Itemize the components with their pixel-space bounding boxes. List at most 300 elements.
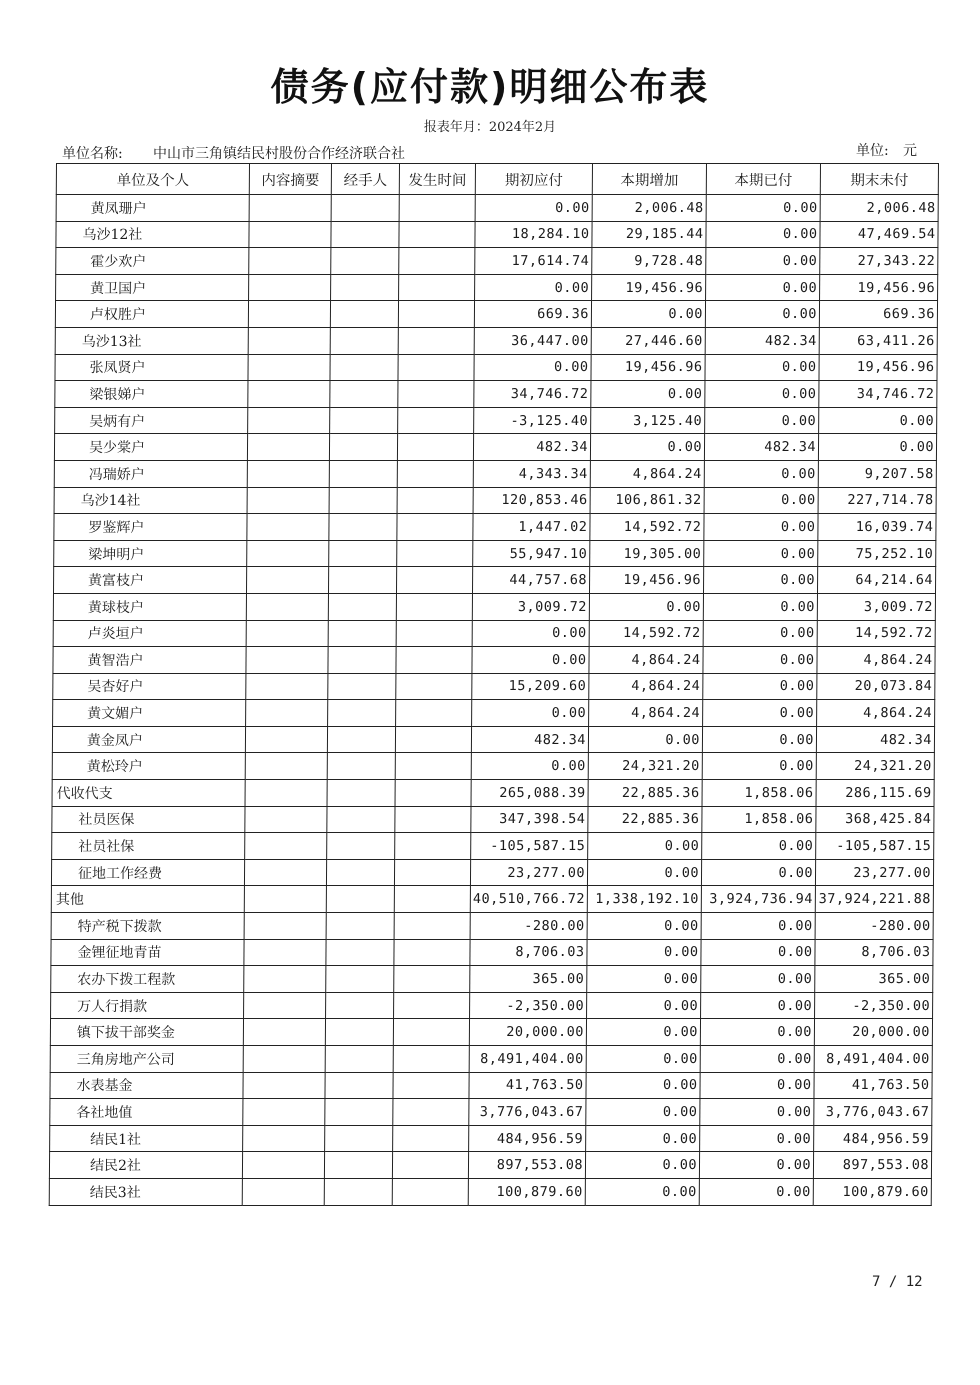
- cell-paid: 0.00: [701, 939, 815, 966]
- cell-increase: 29,185.44: [592, 221, 706, 248]
- cell-opening: 482.34: [473, 434, 590, 461]
- cell-handler: [327, 833, 395, 860]
- table-row: [53, 620, 935, 647]
- cell-paid: 0.00: [700, 1019, 814, 1046]
- cell-opening: 44,757.68: [472, 567, 589, 594]
- cell-summary: [246, 567, 328, 594]
- cell-entity: 乌沙12社: [56, 221, 249, 248]
- cell-increase: 4,864.24: [589, 673, 703, 700]
- cell-closing: 23,277.00: [815, 859, 933, 886]
- cell-date: [398, 381, 474, 408]
- cell-summary: [244, 859, 326, 886]
- cell-paid: 0.00: [706, 195, 820, 222]
- cell-closing: 24,321.20: [816, 753, 934, 780]
- cell-handler: [328, 593, 396, 620]
- cell-entity: 特产税下拨款: [51, 913, 244, 940]
- col-header-opening: 期初应付: [475, 164, 592, 195]
- cell-opening: 3,009.72: [472, 593, 589, 620]
- table-row: [55, 381, 937, 408]
- cell-date: [394, 939, 470, 966]
- cell-closing: 37,924,221.88: [815, 886, 933, 913]
- currency-unit-label: 单位:: [856, 143, 889, 159]
- cell-handler: [325, 1072, 393, 1099]
- cell-increase: 0.00: [591, 301, 705, 328]
- cell-handler: [326, 966, 394, 993]
- cell-date: [396, 593, 472, 620]
- cell-increase: 14,592.72: [589, 620, 703, 647]
- cell-entity: 社员医保: [52, 806, 245, 833]
- cell-entity: 霍少欢户: [56, 248, 249, 275]
- table-row: [55, 301, 937, 328]
- cell-date: [398, 301, 474, 328]
- cell-paid: 482.34: [704, 434, 818, 461]
- cell-entity: 结民1社: [50, 1125, 243, 1152]
- cell-handler: [327, 806, 395, 833]
- cell-handler: [324, 1178, 392, 1205]
- cell-summary: [248, 381, 330, 408]
- cell-date: [399, 274, 475, 301]
- cell-opening: 365.00: [470, 966, 587, 993]
- table-row: [55, 407, 937, 434]
- page-number: 7 / 12: [872, 1274, 923, 1290]
- cell-handler: [327, 726, 395, 753]
- cell-entity: 黄金凤户: [52, 726, 245, 753]
- cell-summary: [243, 1099, 325, 1126]
- cell-opening: 15,209.60: [472, 673, 589, 700]
- cell-closing: 286,115.69: [816, 780, 934, 807]
- cell-paid: 0.00: [700, 1099, 814, 1126]
- col-header-entity: 单位及个人: [56, 164, 249, 195]
- cell-paid: 0.00: [706, 274, 820, 301]
- cell-increase: 19,456.96: [589, 567, 703, 594]
- cell-paid: 1,858.06: [702, 780, 816, 807]
- cell-opening: 34,746.72: [474, 381, 591, 408]
- cell-closing: 41,763.50: [814, 1072, 932, 1099]
- table-row: [54, 514, 936, 541]
- cell-date: [395, 780, 471, 807]
- cell-handler: [331, 221, 399, 248]
- col-header-date: 发生时间: [399, 164, 475, 195]
- cell-summary: [243, 1019, 325, 1046]
- cell-handler: [326, 886, 394, 913]
- cell-opening: 0.00: [472, 700, 589, 727]
- table-row: [54, 487, 936, 514]
- cell-increase: 0.00: [587, 859, 701, 886]
- cell-handler: [325, 1019, 393, 1046]
- cell-date: [394, 859, 470, 886]
- cell-summary: [243, 1125, 325, 1152]
- cell-closing: 47,469.54: [820, 221, 938, 248]
- cell-date: [397, 434, 473, 461]
- cell-handler: [331, 248, 399, 275]
- cell-opening: 0.00: [475, 195, 592, 222]
- cell-date: [393, 1072, 469, 1099]
- cell-date: [392, 1178, 468, 1205]
- cell-date: [394, 966, 470, 993]
- cell-date: [396, 620, 472, 647]
- col-header-handler: 经手人: [331, 164, 399, 195]
- cell-entity: 各社地值: [50, 1099, 243, 1126]
- cell-closing: 0.00: [819, 407, 937, 434]
- cell-summary: [245, 753, 327, 780]
- cell-date: [397, 514, 473, 541]
- cell-paid: 0.00: [705, 301, 819, 328]
- cell-increase: 2,006.48: [592, 195, 706, 222]
- cell-increase: 14,592.72: [590, 514, 704, 541]
- cell-paid: 3,924,736.94: [701, 886, 815, 913]
- cell-opening: -105,587.15: [471, 833, 588, 860]
- cell-opening: 265,088.39: [471, 780, 588, 807]
- cell-date: [398, 327, 474, 354]
- cell-summary: [244, 966, 326, 993]
- cell-opening: 8,706.03: [470, 939, 587, 966]
- cell-entity: 吴少棠户: [54, 434, 247, 461]
- cell-paid: 0.00: [704, 514, 818, 541]
- cell-closing: 365.00: [815, 966, 933, 993]
- cell-opening: 0.00: [474, 354, 591, 381]
- cell-closing: 897,553.08: [813, 1152, 931, 1179]
- cell-date: [393, 1019, 469, 1046]
- cell-increase: 3,125.40: [591, 407, 705, 434]
- cell-handler: [329, 540, 397, 567]
- cell-handler: [330, 407, 398, 434]
- cell-summary: [244, 913, 326, 940]
- cell-handler: [327, 753, 395, 780]
- cell-summary: [249, 274, 331, 301]
- cell-summary: [245, 806, 327, 833]
- cell-increase: 9,728.48: [592, 248, 706, 275]
- table-row: [52, 833, 934, 860]
- cell-handler: [331, 274, 399, 301]
- cell-date: [394, 913, 470, 940]
- cell-closing: 8,706.03: [815, 939, 933, 966]
- cell-handler: [330, 354, 398, 381]
- table-row: [53, 673, 935, 700]
- cell-date: [397, 487, 473, 514]
- cell-date: [395, 753, 471, 780]
- cell-date: [398, 407, 474, 434]
- cell-date: [395, 833, 471, 860]
- cell-summary: [242, 1152, 324, 1179]
- cell-paid: 0.00: [703, 700, 817, 727]
- cell-increase: 1,338,192.10: [587, 886, 701, 913]
- cell-increase: 0.00: [587, 966, 701, 993]
- cell-closing: 0.00: [818, 434, 936, 461]
- cell-increase: 0.00: [591, 381, 705, 408]
- cell-handler: [325, 1046, 393, 1073]
- table-row: [52, 753, 934, 780]
- cell-increase: 19,456.96: [591, 354, 705, 381]
- cell-paid: 0.00: [703, 647, 817, 674]
- cell-opening: 1,447.02: [473, 514, 590, 541]
- table-row: [53, 593, 935, 620]
- cell-date: [393, 1046, 469, 1073]
- cell-closing: 75,252.10: [818, 540, 936, 567]
- report-title: 债务(应付款)明细公布表: [270, 65, 710, 109]
- cell-date: [399, 195, 475, 222]
- unit-name-label: 单位名称:: [62, 146, 123, 162]
- table-row: [56, 248, 938, 275]
- cell-entity: 三角房地产公司: [50, 1046, 243, 1073]
- cell-increase: 27,446.60: [591, 327, 705, 354]
- cell-opening: 41,763.50: [469, 1072, 586, 1099]
- cell-opening: 55,947.10: [473, 540, 590, 567]
- cell-entity: 黄球枝户: [53, 593, 246, 620]
- cell-paid: 0.00: [699, 1152, 813, 1179]
- cell-handler: [329, 460, 397, 487]
- cell-entity: 梁坤明户: [54, 540, 247, 567]
- cell-opening: 4,343.34: [473, 460, 590, 487]
- table-row: [51, 992, 933, 1019]
- debt-detail-table: [49, 163, 939, 1206]
- cell-handler: [328, 673, 396, 700]
- cell-closing: 19,456.96: [819, 354, 937, 381]
- table-row: [54, 434, 936, 461]
- cell-summary: [249, 248, 331, 275]
- cell-paid: 0.00: [700, 1125, 814, 1152]
- cell-entity: 吴杏好户: [53, 673, 246, 700]
- cell-increase: 22,885.36: [588, 806, 702, 833]
- cell-paid: 0.00: [703, 567, 817, 594]
- cell-handler: [326, 913, 394, 940]
- cell-increase: 0.00: [590, 434, 704, 461]
- cell-entity: 其他: [51, 886, 244, 913]
- cell-paid: 0.00: [701, 992, 815, 1019]
- cell-increase: 0.00: [586, 1072, 700, 1099]
- cell-date: [396, 647, 472, 674]
- cell-closing: 227,714.78: [818, 487, 936, 514]
- cell-closing: 34,746.72: [819, 381, 937, 408]
- cell-paid: 0.00: [701, 913, 815, 940]
- cell-entity: 黄松玲户: [52, 753, 245, 780]
- cell-closing: 8,491,404.00: [814, 1046, 932, 1073]
- cell-entity: 罗鉴辉户: [54, 514, 247, 541]
- cell-date: [397, 460, 473, 487]
- cell-closing: 4,864.24: [817, 647, 935, 674]
- cell-summary: [247, 434, 329, 461]
- cell-summary: [244, 939, 326, 966]
- cell-summary: [246, 700, 328, 727]
- table-row: [49, 1178, 931, 1205]
- cell-entity: 吴炳有户: [55, 407, 248, 434]
- table-row: [51, 859, 933, 886]
- cell-date: [396, 700, 472, 727]
- cell-increase: 0.00: [586, 1046, 700, 1073]
- cell-paid: 0.00: [705, 354, 819, 381]
- cell-closing: 484,956.59: [814, 1125, 932, 1152]
- cell-paid: 0.00: [706, 248, 820, 275]
- cell-closing: 27,343.22: [820, 248, 938, 275]
- cell-closing: 20,073.84: [817, 673, 935, 700]
- cell-opening: 20,000.00: [469, 1019, 586, 1046]
- cell-summary: [246, 620, 328, 647]
- cell-opening: 484,956.59: [469, 1125, 586, 1152]
- cell-paid: 482.34: [705, 327, 819, 354]
- cell-handler: [329, 434, 397, 461]
- table-header-row: [56, 164, 938, 195]
- cell-entity: 农办下拨工程款: [51, 966, 244, 993]
- col-header-closing: 期末未付: [820, 164, 938, 195]
- cell-closing: 3,009.72: [817, 593, 935, 620]
- cell-increase: 0.00: [585, 1152, 699, 1179]
- table-row: [55, 327, 937, 354]
- cell-opening: 8,491,404.00: [469, 1046, 586, 1073]
- cell-summary: [245, 780, 327, 807]
- cell-closing: 4,864.24: [817, 700, 935, 727]
- cell-summary: [244, 992, 326, 1019]
- cell-paid: 0.00: [704, 540, 818, 567]
- cell-summary: [245, 833, 327, 860]
- table-row: [50, 1072, 932, 1099]
- cell-opening: -2,350.00: [470, 992, 587, 1019]
- cell-summary: [247, 540, 329, 567]
- cell-increase: 4,864.24: [589, 647, 703, 674]
- cell-increase: 0.00: [587, 913, 701, 940]
- cell-summary: [243, 1046, 325, 1073]
- cell-paid: 0.00: [699, 1178, 813, 1205]
- cell-summary: [244, 886, 326, 913]
- cell-increase: 0.00: [586, 1125, 700, 1152]
- cell-closing: 63,411.26: [819, 327, 937, 354]
- cell-entity: 卢权胜户: [55, 301, 248, 328]
- cell-closing: 368,425.84: [816, 806, 934, 833]
- cell-entity: 乌沙13社: [55, 327, 248, 354]
- cell-summary: [243, 1072, 325, 1099]
- cell-opening: 482.34: [471, 726, 588, 753]
- cell-paid: 0.00: [701, 859, 815, 886]
- table-row: [50, 1125, 932, 1152]
- table-row: [56, 195, 938, 222]
- cell-date: [395, 806, 471, 833]
- cell-paid: 0.00: [704, 460, 818, 487]
- cell-increase: 4,864.24: [589, 700, 703, 727]
- cell-closing: 9,207.58: [818, 460, 936, 487]
- cell-summary: [248, 327, 330, 354]
- table-row: [51, 886, 933, 913]
- cell-paid: 0.00: [703, 673, 817, 700]
- cell-paid: 0.00: [703, 620, 817, 647]
- cell-date: [395, 726, 471, 753]
- cell-opening: 669.36: [474, 301, 591, 328]
- cell-increase: 0.00: [587, 939, 701, 966]
- cell-increase: 0.00: [588, 833, 702, 860]
- cell-entity: 代收代支: [52, 780, 245, 807]
- cell-handler: [326, 859, 394, 886]
- cell-handler: [331, 195, 399, 222]
- table-row: [50, 1099, 932, 1126]
- cell-date: [396, 567, 472, 594]
- currency-unit-value: 元: [903, 143, 917, 159]
- cell-entity: 结民2社: [49, 1152, 242, 1179]
- cell-opening: 40,510,766.72: [470, 886, 587, 913]
- cell-entity: 梁银娣户: [55, 381, 248, 408]
- table-row: [49, 1152, 931, 1179]
- cell-summary: [247, 487, 329, 514]
- cell-paid: 0.00: [706, 221, 820, 248]
- cell-closing: -280.00: [815, 913, 933, 940]
- table-row: [53, 567, 935, 594]
- cell-increase: 19,305.00: [590, 540, 704, 567]
- report-period: 报表年月：2024年2月: [423, 120, 557, 135]
- col-header-increase: 本期增加: [592, 164, 706, 195]
- table-row: [51, 939, 933, 966]
- cell-paid: 0.00: [705, 381, 819, 408]
- cell-increase: 0.00: [585, 1178, 699, 1205]
- cell-opening: 120,853.46: [473, 487, 590, 514]
- table-row: [53, 700, 935, 727]
- cell-entity: 征地工作经费: [51, 859, 244, 886]
- cell-handler: [326, 992, 394, 1019]
- cell-paid: 0.00: [700, 1072, 814, 1099]
- col-header-paid: 本期已付: [706, 164, 820, 195]
- cell-summary: [246, 647, 328, 674]
- table-row: [51, 913, 933, 940]
- unit-name-value: 中山市三角镇结民村股份合作经济联合社: [153, 146, 405, 162]
- cell-date: [397, 540, 473, 567]
- cell-paid: 0.00: [705, 407, 819, 434]
- cell-summary: [246, 593, 328, 620]
- cell-increase: 0.00: [588, 726, 702, 753]
- cell-paid: 0.00: [702, 833, 816, 860]
- table-row: [55, 354, 937, 381]
- cell-summary: [242, 1178, 324, 1205]
- cell-date: [396, 673, 472, 700]
- cell-closing: 20,000.00: [814, 1019, 932, 1046]
- cell-handler: [330, 301, 398, 328]
- cell-entity: 万人行捐款: [51, 992, 244, 1019]
- table-row: [52, 780, 934, 807]
- cell-increase: 0.00: [586, 1019, 700, 1046]
- cell-summary: [249, 195, 331, 222]
- table-row: [50, 1019, 932, 1046]
- table-body: [49, 195, 938, 1206]
- cell-handler: [328, 700, 396, 727]
- cell-entity: 黄卫国户: [56, 274, 249, 301]
- cell-increase: 22,885.36: [588, 780, 702, 807]
- cell-opening: 18,284.10: [475, 221, 592, 248]
- cell-increase: 0.00: [586, 1099, 700, 1126]
- cell-closing: 2,006.48: [820, 195, 938, 222]
- cell-date: [398, 354, 474, 381]
- cell-opening: 0.00: [471, 753, 588, 780]
- cell-increase: 19,456.96: [592, 274, 706, 301]
- cell-summary: [248, 407, 330, 434]
- cell-increase: 0.00: [587, 992, 701, 1019]
- cell-entity: 黄智浩户: [53, 647, 246, 674]
- cell-entity: 张凤贤户: [55, 354, 248, 381]
- cell-handler: [325, 1125, 393, 1152]
- cell-entity: 水表基金: [50, 1072, 243, 1099]
- cell-handler: [329, 487, 397, 514]
- cell-entity: 黄富枝户: [53, 567, 246, 594]
- table-row: [56, 221, 938, 248]
- cell-summary: [247, 514, 329, 541]
- table-row: [50, 1046, 932, 1073]
- cell-increase: 0.00: [589, 593, 703, 620]
- cell-entity: 镇下拔干部奖金: [50, 1019, 243, 1046]
- cell-date: [399, 248, 475, 275]
- cell-entity: 金锂征地青苗: [51, 939, 244, 966]
- cell-entity: 卢炎垣户: [53, 620, 246, 647]
- cell-entity: 黄凤珊户: [56, 195, 249, 222]
- debt-table-container: [49, 163, 938, 1206]
- cell-entity: 社员社保: [52, 833, 245, 860]
- cell-opening: 23,277.00: [470, 859, 587, 886]
- table-row: [54, 460, 936, 487]
- table-row: [51, 966, 933, 993]
- cell-opening: 347,398.54: [471, 806, 588, 833]
- cell-summary: [247, 460, 329, 487]
